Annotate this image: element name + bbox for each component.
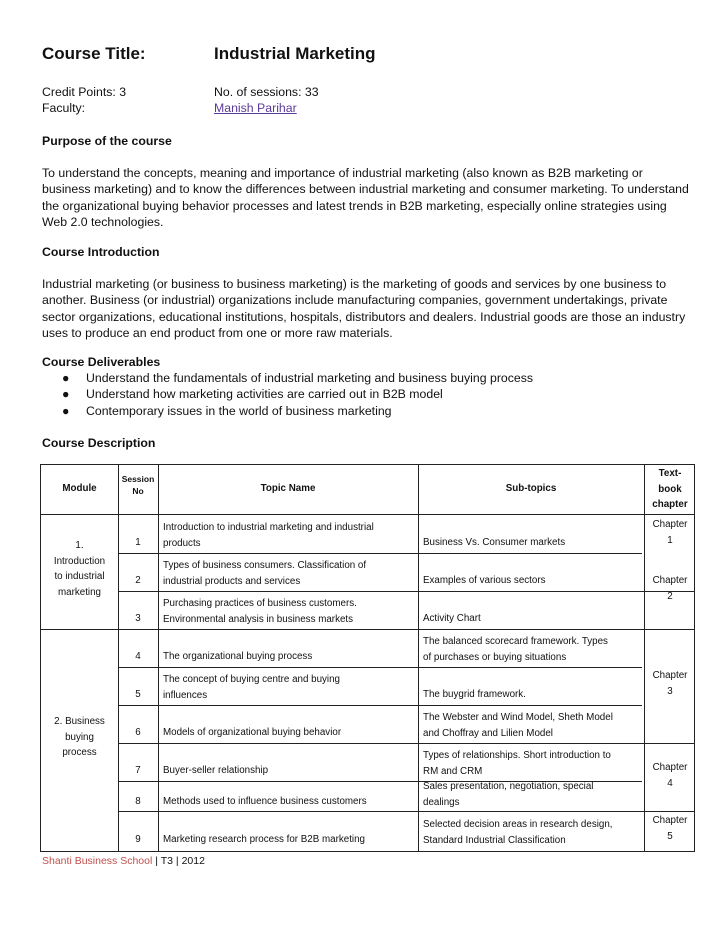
session-number: 8 (135, 796, 141, 807)
subtopic-cell: Selected decision areas in research design, Standard Industrial Classification (423, 819, 613, 846)
header-subtopics: Sub-topics (505, 483, 557, 494)
header-session: Session No (121, 474, 155, 496)
subtopic-cell: The balanced scorecard framework. Types of purchases or buying situations (423, 636, 608, 663)
chapter-cell: Chapter 2 (652, 575, 688, 602)
topic-cell: Marketing research process for B2B marketing (163, 834, 366, 845)
footer-school: Shanti Business School (42, 855, 153, 867)
session-number: 9 (135, 834, 141, 845)
session-count: No. of sessions: 33 (214, 85, 319, 99)
bullet-icon: ● (62, 371, 70, 385)
footer-separator: | (175, 855, 179, 867)
subtopic-cell: Business Vs. Consumer markets (423, 537, 566, 548)
module-cell-1: 1. Introduction to industrial marketing (53, 540, 106, 598)
bullet-icon: ● (62, 403, 70, 418)
page-footer (42, 855, 205, 867)
credit-points: Credit Points: 3 (42, 85, 127, 99)
subtopic-cell: The buygrid framework. (423, 689, 526, 700)
topic-cell: Introduction to industrial marketing and industrial products (163, 522, 374, 549)
course-title-label: Course Title: (42, 44, 146, 63)
deliverable-item: ● Understand how marketing activities are carried out in B2B model (62, 387, 443, 402)
deliverables-list (42, 370, 692, 419)
chapter-cell: Chapter 3 (652, 670, 688, 697)
subtopic-cell: The Webster and Wind Model, Sheth Model and Choffray and Lilien Model (423, 712, 613, 739)
topic-cell: Purchasing practices of business customers. Environmental analysis in business markets (163, 598, 357, 625)
session-number: 3 (135, 613, 141, 624)
topic-cell: Models of organizational buying behavior (163, 727, 342, 738)
deliverables-heading: Course Deliverables (42, 355, 161, 369)
deliverable-item: ● Understand the fundamentals of industrial marketing and business buying process (62, 371, 534, 385)
description-heading: Course Description (42, 436, 156, 450)
introduction-text: Industrial marketing (or business to business marketing) is the marketing of goods and services by one business to another. Business (or industrial) organizations include manufacturing companies, government undertakings, private sector organizations, educational institutions, hospitals, distributors and dealers. Industrial goods are those an industry uses to produce an end product from one or more raw materials. (42, 277, 686, 340)
topic-cell: Types of business consumers. Classification of industrial products and services (163, 560, 367, 587)
subtopic-cell: Examples of various sectors (423, 575, 546, 586)
session-number: 6 (135, 727, 141, 738)
topic-cell: The concept of buying centre and buying influences (163, 674, 341, 701)
topic-cell: Methods used to influence business customers (163, 796, 367, 807)
subtopic-cell: Sales presentation, negotiation, special dealings (423, 781, 594, 808)
session-number: 4 (135, 651, 141, 662)
session-number: 1 (135, 537, 141, 548)
chapter-cell: Chapter 1 (652, 519, 688, 546)
footer-year: 2012 (181, 855, 205, 867)
bullet-icon: ● (62, 387, 70, 402)
introduction-heading: Course Introduction (42, 245, 160, 259)
module-cell-2: 2. Business buying process (54, 716, 105, 758)
faculty-label: Faculty: (42, 101, 86, 115)
faculty-name-link[interactable]: Manish Parihar (214, 101, 297, 115)
footer-term: T3 (160, 855, 173, 867)
deliverable-item: ● Contemporary issues in the world of business marketing (62, 403, 392, 418)
session-number: 7 (135, 765, 141, 776)
topic-cell: Buyer-seller relationship (163, 765, 269, 776)
subtopic-cell: Types of relationships. Short introduction to RM and CRM (423, 750, 611, 777)
course-title-value: Industrial Marketing (214, 44, 376, 63)
header-topic: Topic Name (260, 483, 316, 494)
chapter-cell: Chapter 4 (652, 762, 688, 789)
chapter-cell: Chapter 5 (652, 815, 688, 842)
footer-separator: | (155, 855, 158, 867)
purpose-text: To understand the concepts, meaning and importance of industrial marketing (also known as B2B marketing or business marketing) and to know the differences between industrial marketing and consumer marketing. To understand the organizational buying behavior processes and latest trends in B2B marketing, especially online strategies using Web 2.0 technologies. (42, 166, 689, 229)
topic-cell: The organizational buying process (163, 651, 313, 662)
session-number: 2 (135, 575, 141, 586)
course-description-table (40, 464, 695, 852)
header-chapter: Text- book chapter (652, 468, 688, 510)
purpose-heading: Purpose of the course (42, 134, 172, 148)
session-number: 5 (135, 689, 141, 700)
subtopic-cell: Activity Chart (423, 613, 481, 624)
header-module: Module (62, 483, 97, 494)
